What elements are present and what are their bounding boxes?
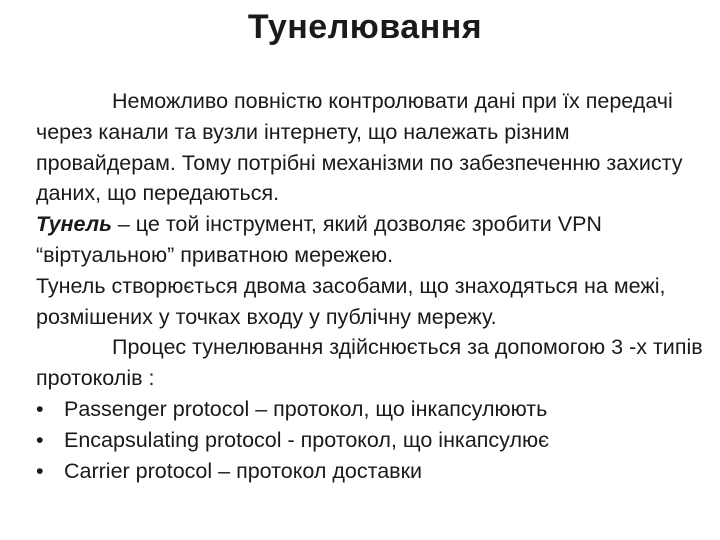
tunnel-definition-text: – це той інструмент, який дозволяє зробити VPN “віртуальною” приватною мережею. [36,212,602,267]
list-item-text: Encapsulating protocol - протокол, що інкапсулює [64,427,550,452]
list-item-text: Passenger protocol – протокол, що інкапсулюють [64,396,548,421]
paragraph-protocol-types: Процес тунелювання здійснюється за допомогою 3 -х типів протоколів : [36,335,703,391]
list-item-text: Carrier protocol – протокол доставки [64,458,423,483]
paragraph-tunnel-creation: Тунель створюється двома засобами, що знаходяться на межі, розмішених у точках входу у публічну мережу. [36,273,666,329]
paragraph-intro: Неможливо повністю контролювати дані при їх передачі через канали та вузли інтернету, що належать різним провайдерам. Тому потрібні механізми по забезпеченню захисту даних, що передаються. [36,89,683,206]
list-item [36,425,708,456]
bullet-icon: • [36,396,44,421]
term-tunnel: Тунель [36,212,112,237]
paragraph-tunnel-definition [36,209,708,271]
bullet-icon: • [36,458,44,483]
slide-body [36,86,708,486]
bullet-icon: • [36,427,44,452]
slide-title: Тунелювання [247,8,483,46]
list-item [36,456,708,487]
list-item [36,394,708,425]
